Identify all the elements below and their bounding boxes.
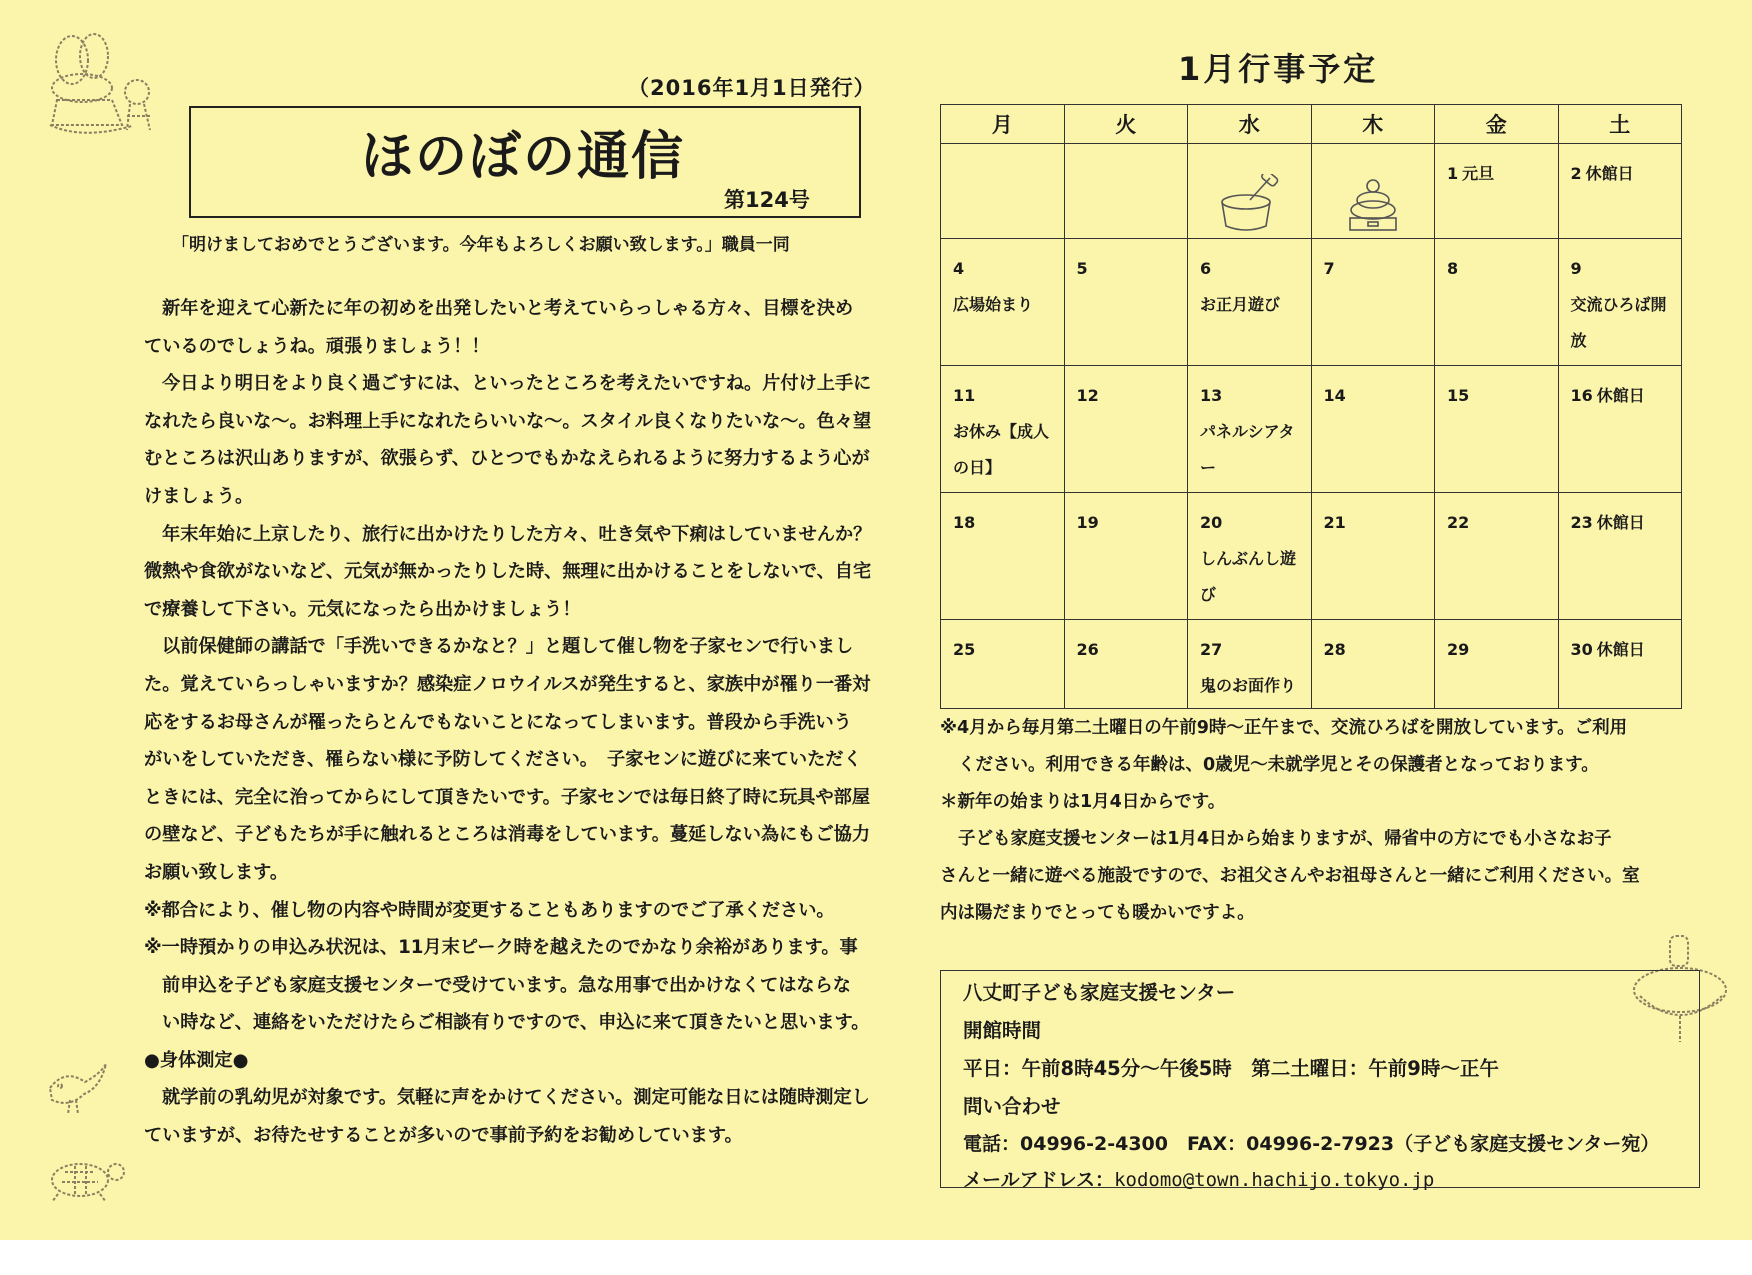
body-line: お願い致します。 [144, 861, 289, 883]
event-label: 休館日 [1596, 639, 1645, 659]
day-number: 1 [1447, 164, 1459, 183]
day-number: 22 [1447, 513, 1470, 533]
day-number: 27 [1200, 639, 1223, 659]
calendar-cell [1435, 493, 1559, 620]
day-number: 26 [1076, 639, 1099, 659]
body-line: 新年を迎えて心新たに年の初めを出発したいと考えていらっしゃる方々、目標を決め [162, 298, 854, 319]
day-number: 2 [1570, 164, 1582, 183]
event-label: 鬼のお面作り [1200, 675, 1297, 695]
body-line: 就学前の乳幼児が対象です。気軽に声をかけてください。測定可能な日には随時測定し [162, 1087, 870, 1109]
note-line: 内は陽だまりでとっても暖かいですよ。 [940, 903, 1255, 923]
issue-number: 第124号 [724, 188, 810, 212]
body-line: で療養して下さい。元気になったら出かけましょう！ [144, 598, 581, 620]
inquiry-label: 問い合わせ [963, 1095, 1061, 1118]
center-name: 八丈町子ども家庭支援センター [963, 981, 1236, 1004]
calendar-header-row [941, 105, 1682, 144]
day-number: 4 [953, 259, 965, 279]
weekday-header: 金 [1435, 105, 1559, 144]
phone-fax: 電話：04996-2-4300 FAX：04996-2-7923（子ども家庭支援センター宛） [963, 1133, 1660, 1155]
title-box [189, 106, 861, 218]
calendar-cell [1435, 366, 1559, 493]
calendar-cell [1558, 493, 1682, 620]
body-line: 微熱や食欲がないなど、元気が無かったりした時、無理に出かけることをしないで、自宅 [144, 561, 872, 583]
body-line: た。覚えていらっしゃいますか？感染症ノロウイルスが発生すると、家族中が罹り一番対 [144, 673, 871, 695]
calendar-cell [1064, 144, 1188, 239]
day-number: 7 [1323, 259, 1335, 279]
issue-date: （2016年1月1日発行） [628, 76, 876, 100]
events-title: 1月行事予定 [1178, 50, 1379, 88]
calendar-cell [1311, 493, 1435, 620]
calendar-cell [1188, 144, 1312, 239]
calendar-cell [941, 366, 1065, 493]
newsletter-title: ほのぼの通信 [361, 127, 686, 187]
day-number: 14 [1323, 386, 1346, 406]
event-label: しんぶんし遊び [1200, 549, 1297, 605]
body-line: ているのでしょうね。頑張りましょう！！ [144, 335, 490, 357]
note-line: 子ども家庭支援センターは1月4日から始まりますが、帰省中の方にでも小さなお子 [958, 829, 1612, 849]
day-number: 28 [1323, 639, 1346, 659]
calendar-cell [1311, 619, 1435, 708]
contact-box [940, 970, 1700, 1191]
body-line: むところは沢山ありますが、欲張らず、ひとつでもかなえられるように努力するよう心が [144, 448, 870, 470]
calendar-cell [1188, 239, 1312, 366]
day-number: 12 [1076, 386, 1099, 406]
calendar-cell [941, 239, 1065, 366]
calendar-notes [940, 710, 1700, 932]
calendar-cell [1064, 239, 1188, 366]
day-number: 29 [1447, 639, 1470, 659]
day-number: 13 [1200, 386, 1223, 406]
calendar-cell [1188, 493, 1312, 620]
body-line: ときには、完全に治ってからにして頂きたいです。子家センでは毎日終了時に玩具や部屋 [144, 786, 871, 808]
weekday-header: 月 [941, 105, 1065, 144]
day-number: 20 [1200, 513, 1223, 533]
body-line: けましょう。 [144, 485, 254, 507]
body-line: 以前保健師の講話で「手洗いできるかなと？」と題して催し物を子家センで行いまし [162, 636, 854, 658]
calendar-week-row [941, 493, 1682, 620]
weekday-header: 水 [1188, 105, 1312, 144]
calendar-week-row [941, 619, 1682, 708]
day-number: 8 [1447, 259, 1459, 279]
event-label: お休み【成人の日】 [953, 422, 1050, 478]
greeting: 「明けましておめでとうございます。今年もよろしくお願い致します。」職員一同 [172, 235, 790, 255]
body-line: 今日より明日をより良く過ごすには、といったところを考えたいですね。片付け上手に [162, 373, 872, 395]
calendar-cell [1558, 366, 1682, 493]
calendar-cell [1188, 619, 1312, 708]
body-line: ※都合により、催し物の内容や時間が変更することもありますのでご了承ください。 [144, 899, 835, 921]
calendar-cell [1435, 619, 1559, 708]
new-year-ornament-icon [42, 30, 162, 160]
day-number: 15 [1447, 386, 1470, 406]
email-link[interactable]: kodomo@town.hachijo.tokyo.jp [1114, 1169, 1435, 1191]
calendar-cell [1558, 239, 1682, 366]
event-label: 休館日 [1596, 513, 1645, 533]
calendar-cell [1435, 239, 1559, 366]
calendar-week-row [941, 366, 1682, 493]
calendar-cell [1311, 144, 1435, 239]
event-label: 元旦 [1462, 164, 1495, 183]
body-line: 応をするお母さんが罹ったらとんでもないことになってしまいます。普段から手洗いう [144, 711, 852, 733]
hours-label: 開館時間 [963, 1019, 1042, 1042]
calendar-cell [1064, 493, 1188, 620]
event-label: 広場始まり [953, 295, 1034, 315]
calendar-cell [1311, 366, 1435, 493]
day-number: 30 [1570, 639, 1593, 659]
calendar-cell [941, 144, 1065, 239]
note-line: ＊新年の始まりは1月4日からです。 [940, 792, 1226, 812]
day-number: 6 [1200, 259, 1212, 279]
day-number: 18 [953, 513, 976, 533]
weekday-header: 木 [1311, 105, 1435, 144]
day-number: 19 [1076, 513, 1099, 533]
body-line: 年末年始に上京したり、旅行に出かけたりした方々、吐き気や下痢はしていませんか？ [162, 523, 872, 545]
body-line: の壁など、子どもたちが手に触れるところは消毒をしています。蔓延しない為にもご協力 [144, 824, 871, 846]
calendar-cell [1558, 144, 1682, 239]
event-calendar [940, 104, 1682, 709]
email-label: メールアドレス： [963, 1169, 1115, 1191]
note-line: ※4月から毎月第二土曜日の午前9時～正午まで、交流ひろばを開放しています。ご利用 [940, 718, 1628, 738]
calendar-cell [941, 493, 1065, 620]
calendar-cell [1558, 619, 1682, 708]
day-number: 9 [1570, 259, 1582, 279]
calendar-cell [1435, 144, 1559, 239]
bird-icon [40, 1060, 110, 1120]
email-row [963, 1165, 1434, 1192]
article-body [144, 290, 886, 1155]
event-label: 休館日 [1596, 386, 1645, 406]
day-number: 5 [1076, 259, 1088, 279]
day-number: 16 [1570, 386, 1593, 406]
day-number: 21 [1323, 513, 1346, 533]
scan-margin [0, 1240, 1752, 1275]
body-line: 前申込を子ども家庭支援センターで受けています。急な用事で出かけなくてはならな [162, 974, 851, 996]
calendar-cell [1064, 619, 1188, 708]
opening-hours: 平日：午前8時45分～午後5時 第二土曜日：午前9時～正午 [963, 1057, 1499, 1080]
day-number: 25 [953, 639, 976, 659]
note-line: ください。利用できる年齢は、0歳児～未就学児とその保護者となっております。 [958, 755, 1599, 775]
calendar-cell [1064, 366, 1188, 493]
note-line: さんと一緒に遊べる施設ですので、お祖父さんやお祖母さんと一緒にご利用ください。室 [940, 866, 1640, 886]
calendar-cell [941, 619, 1065, 708]
calendar-cell [1188, 366, 1312, 493]
day-number: 11 [953, 386, 976, 406]
weekday-header: 土 [1558, 105, 1682, 144]
body-line: ※一時預かりの申込み状況は、11月末ピーク時を越えたのでかなり余裕があります。事 [144, 937, 858, 959]
body-line: がいをしていただき、罹らない様に予防してください。 子家センに遊びに来ていただく [144, 749, 862, 771]
turtle-icon [40, 1150, 130, 1205]
day-number: 23 [1570, 513, 1593, 533]
calendar-cell [1311, 239, 1435, 366]
weekday-header: 火 [1064, 105, 1188, 144]
calendar-week-row [941, 239, 1682, 366]
event-label: 休館日 [1585, 164, 1634, 183]
body-line: ていますが、お待たせすることが多いので事前予約をお勧めしています。 [144, 1125, 743, 1147]
event-label: 交流ひろば開放 [1570, 295, 1667, 351]
body-line: なれたら良いな～。お料理上手になれたらいいな～。スタイル良くなりたいな～。色々望 [144, 410, 872, 432]
event-label: お正月遊び [1200, 295, 1281, 315]
body-line: い時など、連絡をいただけたらご相談有りですので、申込に来て頂きたいと思います。 [162, 1012, 870, 1034]
mochitsuki-icon [1214, 174, 1284, 234]
calendar-week-row [941, 144, 1682, 239]
body-line: ●身体測定● [144, 1049, 249, 1071]
kagami-mochi-icon [1338, 174, 1408, 234]
event-label: パネルシアター [1200, 422, 1295, 478]
